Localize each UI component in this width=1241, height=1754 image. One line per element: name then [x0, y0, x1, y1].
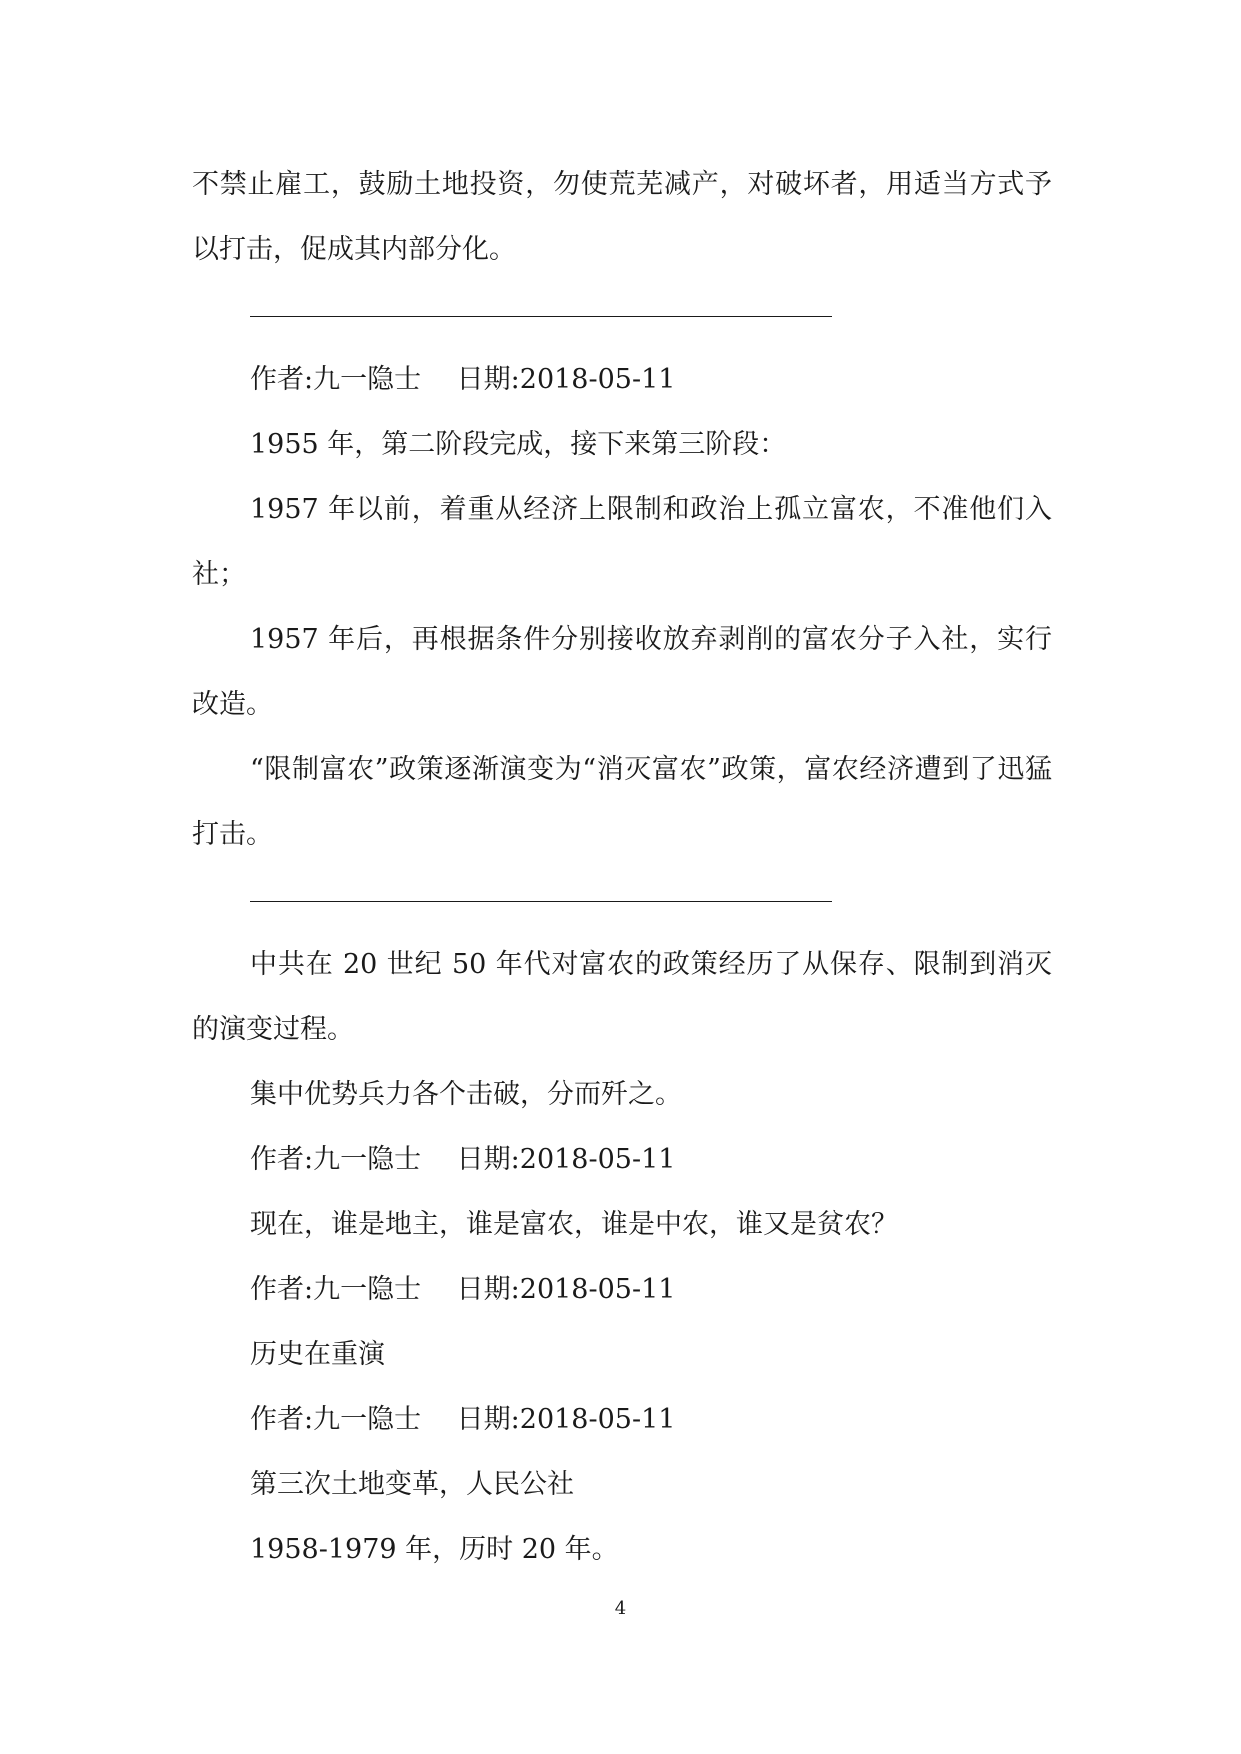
separator-rule [192, 282, 1052, 347]
paragraph: 集中优势兵力各个击破，分而歼之。 [250, 1079, 682, 1110]
paragraph: 历史在重演 [250, 1339, 385, 1370]
paragraph: 1958-1979 年，历时 20 年。 [250, 1534, 619, 1565]
separator-rule [192, 867, 1052, 932]
paragraph: 第三次土地变革，人民公社 [250, 1469, 574, 1500]
paragraph: “限制富农”政策逐渐演变为“消灭富农”政策，富农经济遭到了迅猛打击。 [192, 754, 1052, 850]
paragraph: 现在，谁是地主，谁是富农，谁是中农，谁又是贫农？ [250, 1209, 898, 1240]
paragraph: 作者:九一隐士 日期:2018-05-11 [250, 364, 676, 395]
paragraph: 不禁止雇工，鼓励土地投资，勿使荒芜减产，对破坏者，用适当方式予以打击，促成其内部分化。 [192, 169, 1052, 265]
paragraph: 作者:九一隐士 日期:2018-05-11 [250, 1404, 676, 1435]
paragraph: 1957 年以前，着重从经济上限制和政治上孤立富农，不准他们入社； [192, 494, 1052, 590]
paragraph: 作者:九一隐士 日期:2018-05-11 [250, 1274, 676, 1305]
page-number: 4 [614, 1598, 627, 1619]
separator-line [250, 316, 832, 317]
paragraph: 1955 年，第二阶段完成，接下来第三阶段： [250, 429, 787, 460]
separator-line [250, 901, 832, 902]
paragraph: 中共在 20 世纪 50 年代对富农的政策经历了从保存、限制到消灭的演变过程。 [192, 949, 1052, 1045]
paragraph: 作者:九一隐士 日期:2018-05-11 [250, 1144, 676, 1175]
paragraph: 1957 年后，再根据条件分别接收放弃剥削的富农分子入社，实行改造。 [192, 624, 1052, 720]
document-body [192, 152, 1052, 1582]
